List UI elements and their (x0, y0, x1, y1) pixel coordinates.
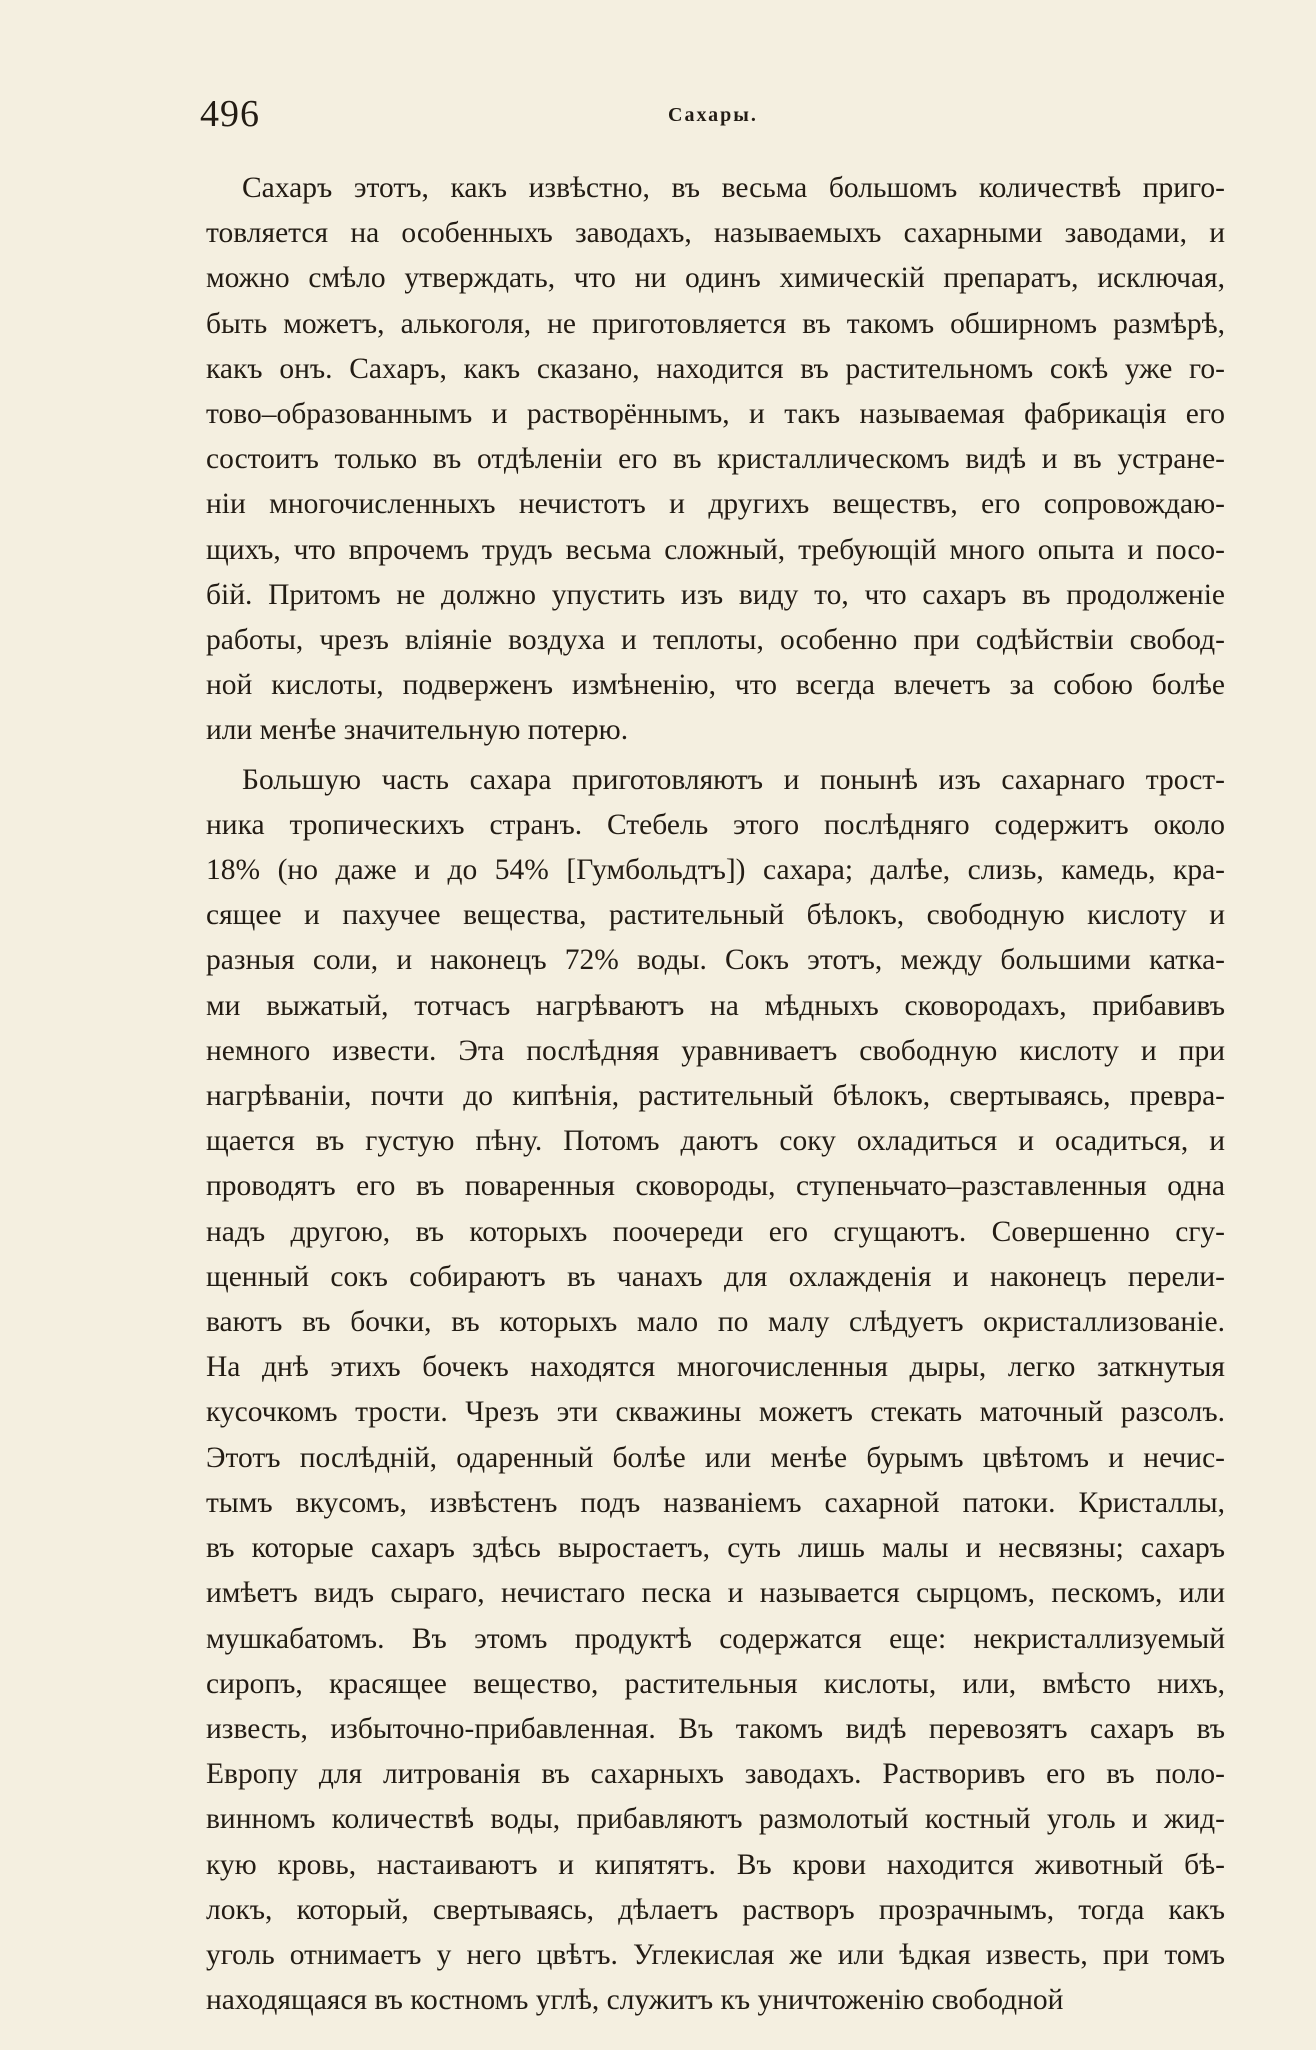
text-line: находящаяся въ костномъ углѣ, служитъ къ уничтоженію свободной (206, 1984, 1064, 2017)
text-line: кую кровь, настаиваютъ и кипятятъ. Въ крови находится животный бѣ- (206, 1848, 1225, 1881)
text-line: надъ другою, въ которыхъ поочереди его сгущаютъ. Совершенно сгу- (206, 1215, 1225, 1248)
text-line: щихъ, что впрочемъ трудъ весьма сложный, требующій много опыта и посо- (206, 533, 1225, 566)
text-line: въ которые сахаръ здѣсь выростаетъ, суть лишь малы и несвязны; сахаръ (206, 1532, 1225, 1565)
text-line: Этотъ послѣдній, одаренный болѣе или менѣе бурымъ цвѣтомъ и нечис- (206, 1441, 1225, 1474)
text-line: сиропъ, красящее вещество, растительныя кислоты, или, вмѣсто нихъ, (206, 1667, 1225, 1700)
text-line: разныя соли, и наконецъ 72% воды. Сокъ этотъ, между большими катка- (206, 944, 1225, 977)
text-line: Большую часть сахара приготовляютъ и понынѣ изъ сахарнаго трост- (242, 763, 1225, 796)
text-line: 18% (но даже и до 54% [Гумбольдтъ]) сахара; далѣе, слизь, камедь, кра- (206, 854, 1225, 887)
paragraph-1 (206, 166, 1225, 754)
body-text (206, 166, 1225, 2023)
text-line: состоитъ только въ отдѣленіи его въ кристаллическомъ видѣ и въ устране- (206, 443, 1225, 476)
text-line: ніи многочисленныхъ нечистотъ и другихъ веществъ, его сопровождаю- (206, 488, 1225, 521)
text-line: щенный сокъ собираютъ въ чанахъ для охлажденія и наконецъ перели- (206, 1260, 1225, 1293)
text-line: товляется на особенныхъ заводахъ, называемыхъ сахарными заводами, и (206, 217, 1225, 250)
text-line: или менѣе значительную потерю. (206, 714, 629, 747)
text-line: На днѣ этихъ бочекъ находятся многочисленныя дыры, легко заткнутыя (206, 1351, 1225, 1384)
text-line: сящее и пахучее вещества, растительный бѣлокъ, свободную кислоту и (206, 899, 1225, 932)
text-line: имѣетъ видъ сыраго, нечистаго песка и называется сырцомъ, пескомъ, или (206, 1577, 1225, 1610)
text-line: локъ, который, свертываясь, дѣлаетъ растворъ прозрачнымъ, тогда какъ (206, 1893, 1225, 1926)
text-line: кусочкомъ трости. Чрезъ эти скважины можетъ стекать маточный разсолъ. (206, 1396, 1225, 1429)
page-number: 496 (200, 93, 260, 135)
text-line: щается въ густую пѣну. Потомъ даютъ соку охладиться и осадиться, и (206, 1125, 1225, 1158)
text-line: мушкабатомъ. Въ этомъ продуктѣ содержатся еще: некристаллизуемый (206, 1622, 1225, 1655)
text-line: можно смѣло утверждать, что ни одинъ химическій препаратъ, исключая, (206, 262, 1225, 295)
text-line: какъ онъ. Сахаръ, какъ сказано, находится въ растительномъ сокѣ уже го- (206, 352, 1225, 385)
text-line: тово–образованнымъ и растворённымъ, и такъ называемая фабрикація его (206, 398, 1225, 431)
text-line: ника тропическихъ странъ. Стебель этого послѣдняго содержитъ около (206, 808, 1225, 841)
paragraph-2 (206, 758, 1225, 2024)
text-line: уголь отнимаетъ у него цвѣтъ. Углекислая же или ѣдкая известь, при томъ (206, 1938, 1225, 1971)
text-line: известь, избыточно-прибавленная. Въ такомъ видѣ перевозятъ сахаръ въ (206, 1712, 1225, 1745)
text-line: Европу для литрованія въ сахарныхъ заводахъ. Растворивъ его въ поло- (206, 1758, 1225, 1791)
text-line: ваютъ въ бочки, въ которыхъ мало по малу слѣдуетъ окристаллизованіе. (206, 1306, 1225, 1339)
text-line: немного извести. Эта послѣдняя уравниваетъ свободную кислоту и при (206, 1034, 1225, 1067)
text-line: бій. Притомъ не должно упустить изъ виду то, что сахаръ въ продолженіе (206, 578, 1225, 611)
text-line: нагрѣваніи, почти до кипѣнія, растительный бѣлокъ, свертываясь, превра- (206, 1080, 1225, 1113)
page-header (200, 92, 1220, 142)
text-line: проводятъ его въ поваренныя сковороды, ступеньчато–разставленныя одна (206, 1170, 1225, 1203)
running-head: Сахары. (668, 104, 758, 126)
text-line: ной кислоты, подверженъ измѣненію, что всегда влечетъ за собою болѣе (206, 669, 1225, 702)
text-line: ми выжатый, тотчасъ нагрѣваютъ на мѣдныхъ сковородахъ, прибавивъ (206, 989, 1225, 1022)
text-line: Сахаръ этотъ, какъ извѣстно, въ весьма большомъ количествѣ приго- (242, 172, 1225, 204)
text-line: тымъ вкусомъ, извѣстенъ подъ названіемъ сахарной патоки. Кристаллы, (206, 1486, 1225, 1519)
text-line: винномъ количествѣ воды, прибавляютъ размолотый костный уголь и жид- (206, 1803, 1225, 1836)
text-line: быть можетъ, алькоголя, не приготовляется въ такомъ обширномъ размѣрѣ, (206, 307, 1225, 340)
text-line: работы, чрезъ вліяніе воздуха и теплоты, особенно при содѣйствіи свобод- (206, 624, 1225, 657)
